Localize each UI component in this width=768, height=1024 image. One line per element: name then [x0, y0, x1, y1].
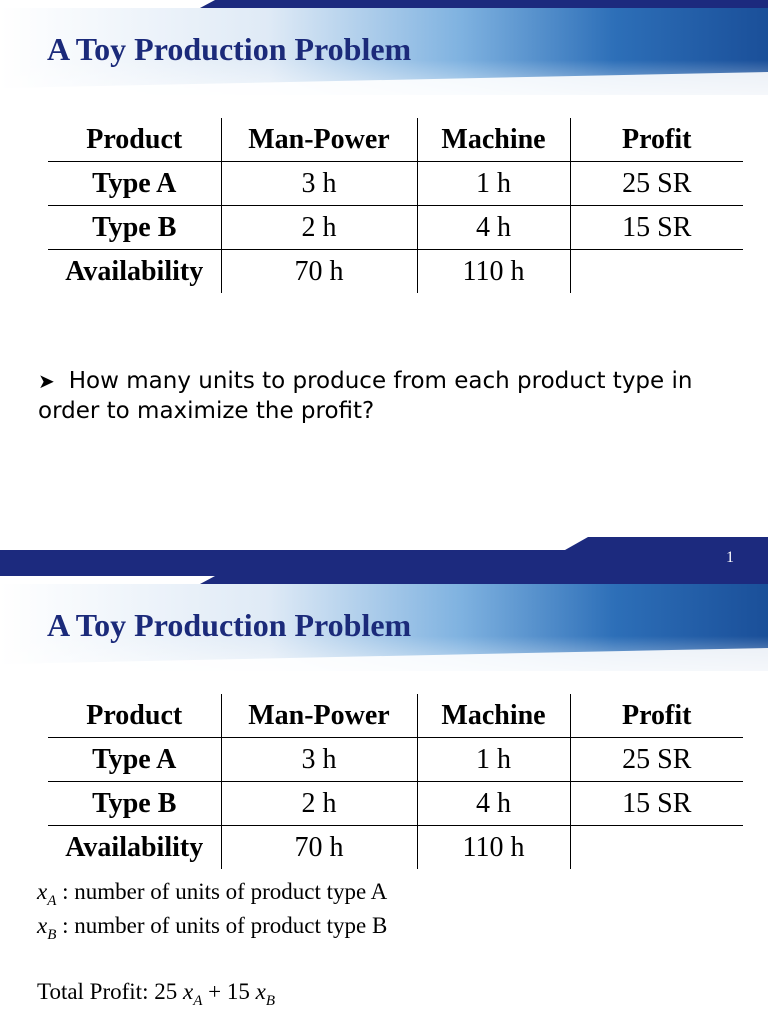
question-text: How many units to produce from each product type in order to maximize the profit? — [38, 368, 693, 424]
variable-definition-xb — [37, 912, 387, 949]
row-header-availability: Availability — [48, 250, 221, 294]
variable-subscript: B — [265, 993, 275, 1009]
row-header-availability: Availability — [48, 826, 221, 870]
slide-2 — [0, 576, 768, 1024]
table-cell — [570, 826, 743, 870]
table-cell: 3 h — [221, 738, 417, 782]
variable-symbol: x — [182, 979, 194, 1004]
production-table — [48, 118, 743, 293]
column-header-product: Product — [48, 694, 221, 738]
variable-definition-xa — [37, 878, 387, 915]
table-cell: 4 h — [417, 782, 570, 826]
table-row — [48, 162, 743, 206]
table-cell: 1 h — [417, 738, 570, 782]
table-cell: 110 h — [417, 826, 570, 870]
table-row — [48, 206, 743, 250]
variable-symbol: x — [37, 913, 48, 938]
arrowhead-bullet-icon: ➤ — [38, 369, 55, 393]
row-header-type-a: Type A — [48, 162, 221, 206]
table-cell: 1 h — [417, 162, 570, 206]
page-number: 1 — [726, 549, 734, 566]
column-header-man-power: Man-Power — [221, 118, 417, 162]
table-row — [48, 738, 743, 782]
footer-band-graphic — [0, 537, 768, 576]
table-cell — [570, 250, 743, 294]
column-header-profit: Profit — [570, 694, 743, 738]
variable-subscript: A — [47, 893, 57, 909]
production-table — [48, 694, 743, 869]
table-cell: 25 SR — [570, 738, 743, 782]
table-cell: 110 h — [417, 250, 570, 294]
row-header-type-b: Type B — [48, 206, 221, 250]
table-header-row — [48, 118, 743, 162]
variable-symbol: x — [255, 979, 266, 1004]
column-header-machine: Machine — [417, 118, 570, 162]
variable-description: : number of units of product type B — [56, 913, 388, 938]
table-row — [48, 250, 743, 294]
profit-label: Total Profit: 25 — [37, 979, 183, 1004]
table-cell: 4 h — [417, 206, 570, 250]
column-header-machine: Machine — [417, 694, 570, 738]
variable-subscript: B — [47, 927, 57, 943]
variable-symbol: x — [37, 879, 48, 904]
variable-subscript: A — [193, 993, 203, 1009]
slide-title: A Toy Production Problem — [47, 31, 412, 67]
variable-description: : number of units of product type A — [56, 879, 388, 904]
column-header-man-power: Man-Power — [221, 694, 417, 738]
table-cell: 3 h — [221, 162, 417, 206]
table-cell: 2 h — [221, 206, 417, 250]
question-bullet — [38, 366, 718, 426]
table-cell: 25 SR — [570, 162, 743, 206]
row-header-type-b: Type B — [48, 782, 221, 826]
column-header-product: Product — [48, 118, 221, 162]
slide-header-banner — [0, 576, 768, 671]
table-cell: 15 SR — [570, 206, 743, 250]
table-cell: 15 SR — [570, 782, 743, 826]
slide-title: A Toy Production Problem — [47, 607, 412, 643]
table-cell: 70 h — [221, 826, 417, 870]
table-cell: 70 h — [221, 250, 417, 294]
formula-operator: + 15 — [202, 979, 256, 1004]
column-header-profit: Profit — [570, 118, 743, 162]
slide-footer-band — [0, 537, 768, 576]
total-profit-formula — [37, 978, 275, 1015]
table-row — [48, 782, 743, 826]
table-header-row — [48, 694, 743, 738]
slide-header-banner — [0, 0, 768, 95]
row-header-type-a: Type A — [48, 738, 221, 782]
table-cell: 2 h — [221, 782, 417, 826]
table-row — [48, 826, 743, 870]
